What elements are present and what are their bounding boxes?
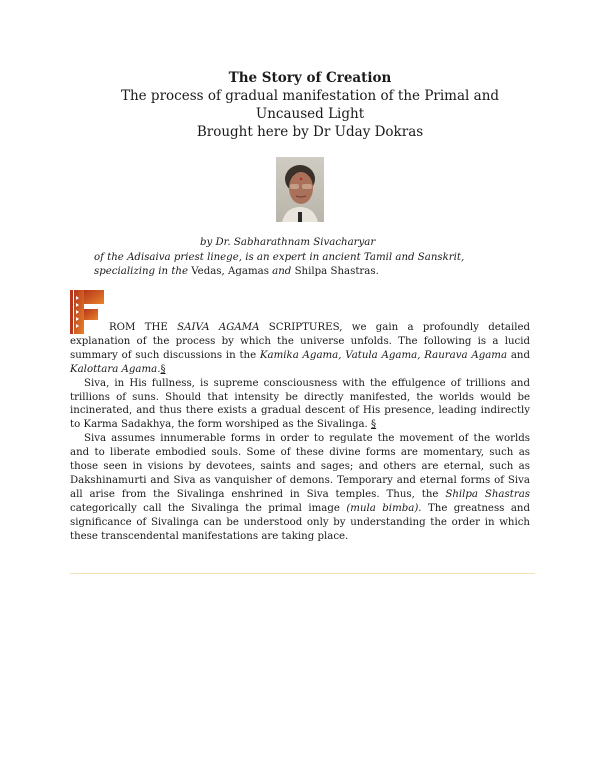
author-desc-line-2 (94, 265, 534, 280)
subtitle-line-3: Brought here by Dr Uday Dokras (196, 124, 424, 140)
p1-kalottara: Kalottara Agama. (70, 363, 161, 375)
author-name: by Dr. Sabharathnam Sivacharyar (200, 237, 376, 248)
subtitle-line-1: The process of gradual manifestation of the Primal and (120, 88, 500, 104)
subtitle-line-2: Uncaused Light (255, 106, 365, 122)
paragraph-3 (70, 432, 530, 543)
p1-text-a: ROM THE (109, 322, 178, 333)
p3-text-a: Siva assumes innumerable forms in order to regulate the movement of the worlds and to liberate embodied souls. Some of these divine forms are momentary, such as those seen in visions by devotees, saints and sages; and others are eternal, such as Dakshinamurti and Siva as vanquisher of demons. Temporary and eternal forms of Siva all arise from the Sivalinga enshrined in Siva temples. Thus, the (70, 433, 530, 500)
desc-specializing: specializing in the (94, 266, 192, 277)
p1-saiva-agama: SAIVA AGAMA (177, 322, 260, 333)
author-desc-line-1: of the Adisaiva priest linege, is an expert in ancient Tamil and Sanskrit, (94, 251, 465, 263)
paragraph-2 (70, 377, 530, 433)
p1-text-c: SCRIPTURES, we gain a profoundly detailed explanation of the process by which the universe unfolds. The following is a lucid summary of such discussions in the (70, 322, 531, 361)
paragraph-1 (70, 290, 530, 377)
desc-vedas: Vedas, Agamas (191, 266, 273, 277)
p3-shilpa-shastras: Shilpa Shastras (445, 488, 530, 500)
article-body (70, 290, 530, 544)
title-block (0, 70, 600, 141)
p1-agama-list: Kamika Agama, Vatula Agama, Raurava Agama (259, 349, 508, 361)
divider (70, 573, 535, 574)
p3-text-e: . The greatness and significance of Sivalinga can be understood only by understanding the order in which these transcendental manifestations are taking place. (70, 502, 530, 542)
author-portrait (276, 157, 324, 222)
page-title: The Story of Creation (228, 70, 392, 86)
p3-text-c: categorically call the Sivalinga the primal image (70, 502, 347, 514)
desc-and: and (272, 266, 292, 277)
desc-shilpa: Shilpa Shastras. (291, 266, 379, 277)
section-mark-link[interactable]: § (371, 419, 377, 431)
section-mark-link[interactable]: § (160, 363, 166, 375)
dropcap-f-icon (70, 290, 106, 334)
byline (94, 236, 534, 280)
p3-mula-bimba: (mula bimba) (346, 502, 419, 514)
portrait-image (276, 157, 324, 222)
p2-text: Siva, in His fullness, is supreme consciousness with the effulgence of trillions and trillions of suns. Should that intensity be directly manifested, the worlds would be incinerated, and thus there exists a gradual descent of His presence, leading indirectly to Karma Sadakhya, the form worshiped as the Sivalinga. (70, 377, 530, 431)
p1-text-e: and (507, 349, 530, 361)
